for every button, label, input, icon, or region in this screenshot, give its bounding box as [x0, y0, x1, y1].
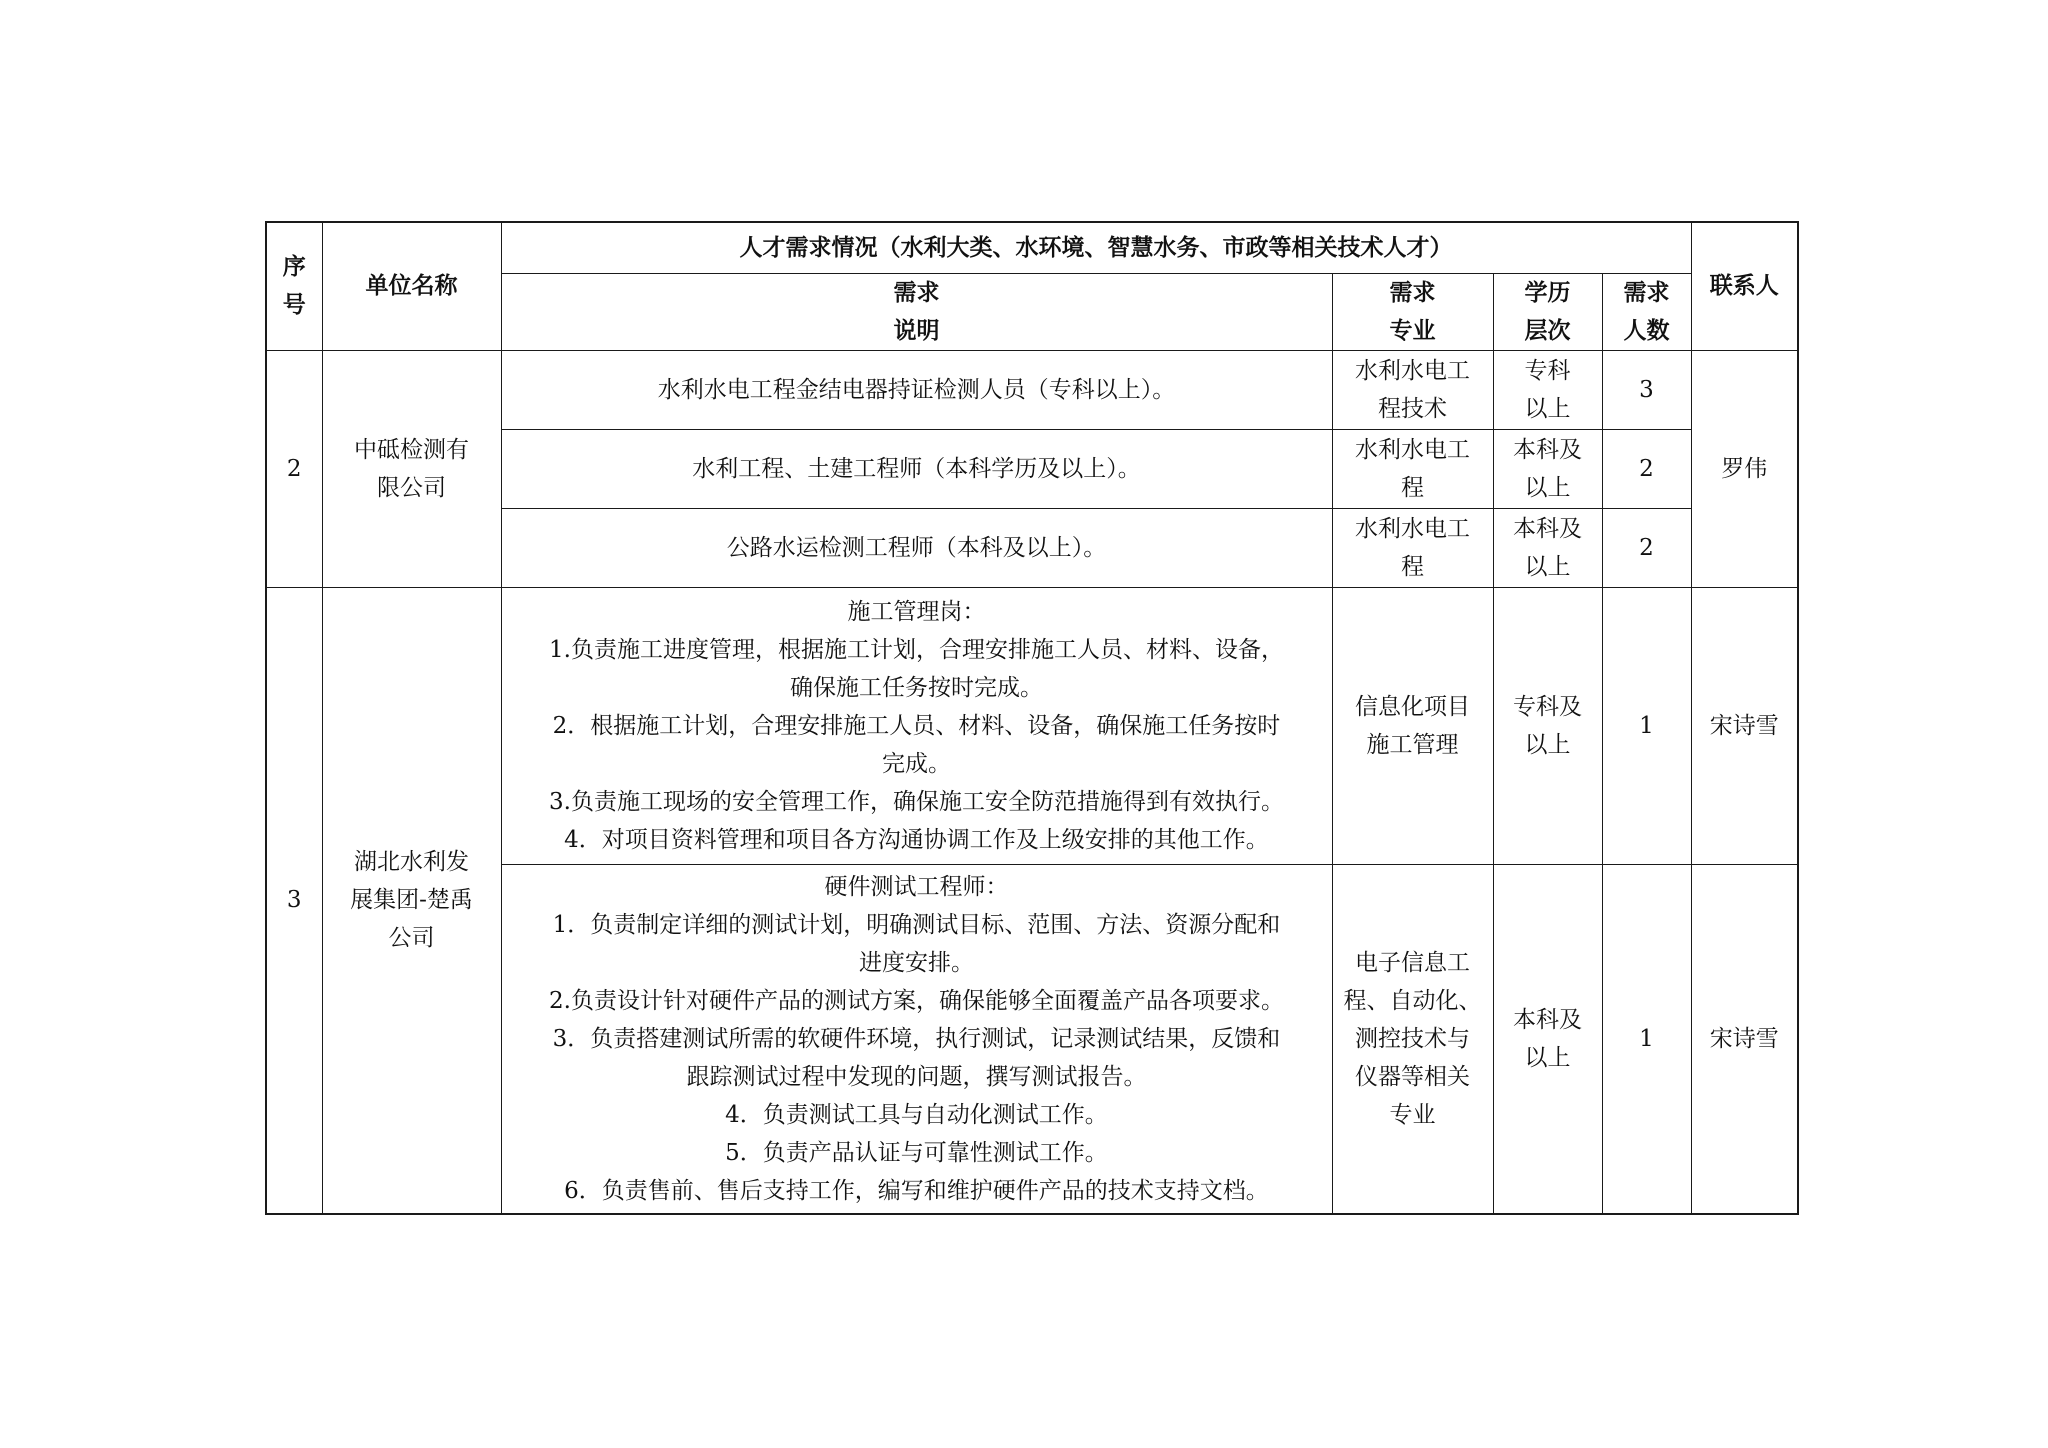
education-level: 本科及 以上: [1493, 508, 1602, 587]
header-contact: 联系人: [1691, 222, 1798, 350]
demand-description: 水利水电工程金结电器持证检测人员（专科以上）。: [501, 350, 1332, 429]
demand-count: 2: [1602, 429, 1691, 508]
demand-description: 公路水运检测工程师（本科及以上）。: [501, 508, 1332, 587]
entry-seq: 2: [266, 350, 322, 587]
demand-major: 水利水电工 程技术: [1332, 350, 1493, 429]
contact-person: 宋诗雪: [1691, 587, 1798, 864]
header-desc: 需求 说明: [501, 273, 1332, 350]
entry-unit-name: 湖北水利发 展集团-楚禹 公司: [322, 587, 501, 1214]
table-row: [266, 587, 1798, 864]
demand-count: 1: [1602, 587, 1691, 864]
table-row: [266, 350, 1798, 429]
demand-major: 信息化项目 施工管理: [1332, 587, 1493, 864]
demand-major: 水利水电工 程: [1332, 429, 1493, 508]
header-group-title: 人才需求情况（水利大类、水环境、智慧水务、市政等相关技术人才）: [501, 222, 1691, 273]
entry-unit-name: 中砥检测有 限公司: [322, 350, 501, 587]
education-level: 专科及 以上: [1493, 587, 1602, 864]
demand-description: 施工管理岗： 1.负责施工进度管理，根据施工计划，合理安排施工人员、材料、设备， 确保施工任务按时完成。 2．根据施工计划，合理安排施工人员、材料、设备，确保施工任务按时 完成。 3.负责施工现场的安全管理工作，确保施工安全防范措施得到有效执行。 4．对项目资料管理和项目各方沟通协调工作及上级安排的其他工作。: [501, 587, 1332, 864]
demand-major: 电子信息工 程、自动化、 测控技术与 仪器等相关 专业: [1332, 864, 1493, 1214]
contact-person: 罗伟: [1691, 350, 1798, 587]
contact-person: 宋诗雪: [1691, 864, 1798, 1214]
demand-count: 1: [1602, 864, 1691, 1214]
demand-description: 水利工程、土建工程师（本科学历及以上）。: [501, 429, 1332, 508]
education-level: 本科及 以上: [1493, 864, 1602, 1214]
education-level: 本科及 以上: [1493, 429, 1602, 508]
demand-description: 硬件测试工程师： 1．负责制定详细的测试计划，明确测试目标、范围、方法、资源分配和 进度安排。 2.负责设计针对硬件产品的测试方案，确保能够全面覆盖产品各项要求。 3．负责搭建测试所需的软硬件环境，执行测试，记录测试结果，反馈和 跟踪测试过程中发现的问题，撰写测试报告。 4．负责测试工具与自动化测试工作。 5．负责产品认证与可靠性测试工作。 6．负责售前、售后支持工作，编写和维护硬件产品的技术支持文档。: [501, 864, 1332, 1214]
demand-major: 水利水电工 程: [1332, 508, 1493, 587]
header-count: 需求 人数: [1602, 273, 1691, 350]
entry-seq: 3: [266, 587, 322, 1214]
header-major: 需求 专业: [1332, 273, 1493, 350]
header-seq: 序 号: [266, 222, 322, 350]
header-education: 学历 层次: [1493, 273, 1602, 350]
demand-count: 2: [1602, 508, 1691, 587]
talent-demand-table: [265, 221, 1799, 1215]
education-level: 专科 以上: [1493, 350, 1602, 429]
demand-count: 3: [1602, 350, 1691, 429]
header-unit-name: 单位名称: [322, 222, 501, 350]
